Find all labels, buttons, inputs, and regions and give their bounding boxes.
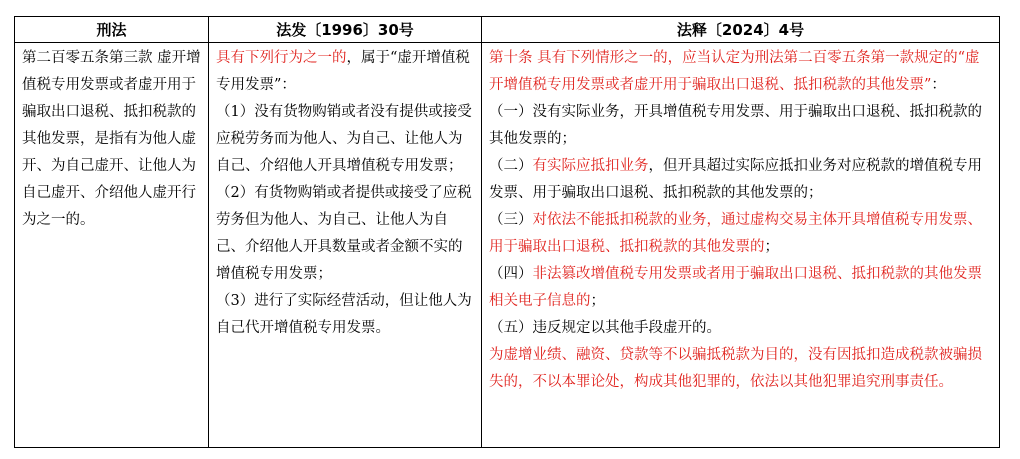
fafa-intro-highlight: 具有下列行为之一的 xyxy=(216,50,347,66)
fashi-item-2-prefix: （二） xyxy=(489,158,533,174)
fashi-item-4-highlight: 非法篡改增值税专用发票或者用于骗取出口退税、抵扣税款的其他发票相关电子信息的 xyxy=(489,266,982,309)
fafa-intro xyxy=(216,45,475,99)
fashi-item-3 xyxy=(489,207,993,261)
fafa-1996-cell xyxy=(209,43,482,448)
fashi-item-3-highlight: 对依法不能抵扣税款的业务，通过虚构交易主体开具增值税专用发票、用于骗取出口退税、抵扣税款的其他发票的 xyxy=(489,212,982,255)
fafa-intro-rest: ，属于“虚开增值税专用发票”： xyxy=(216,50,470,93)
fashi-item-1: （一）没有实际业务，开具增值税专用发票、用于骗取出口退税、抵扣税款的其他发票的； xyxy=(489,104,982,147)
content-row xyxy=(15,43,1000,448)
header-criminal-law: 刑法 xyxy=(15,17,209,43)
fashi-item-2-rest: ，但开具超过实际应抵扣业务对应税款的增值税专用发票、用于骗取出口退税、抵扣税款的其他发票的； xyxy=(489,158,982,201)
criminal-law-text: 第二百零五条第三款 虚开增值税专用发票或者虚开用于骗取出口退税、抵扣税款的其他发票，是指有为他人虚开、为自己虚开、让他人为自己虚开、介绍他人虚开行为之一的。 xyxy=(22,50,201,228)
criminal-law-cell xyxy=(15,43,209,448)
fashi-item-2 xyxy=(489,153,993,207)
fashi-2024-cell xyxy=(482,43,1000,448)
fashi-item-4-prefix: （四） xyxy=(489,266,533,282)
header-fafa-1996: 法发〔1996〕30号 xyxy=(209,17,482,43)
fashi-intro-highlight: 第十条 具有下列情形之一的，应当认定为刑法第二百零五条第一款规定的“虚开增值税专用发票或者虚开用于骗取出口退税、抵扣税款的其他发票” xyxy=(489,50,980,93)
fashi-item-4 xyxy=(489,261,993,315)
comparison-table xyxy=(14,16,1000,448)
fashi-item-3-end: ； xyxy=(764,239,779,255)
fashi-item-4-end: ； xyxy=(590,293,605,309)
fashi-item-5: （五）违反规定以其他手段虚开的。 xyxy=(489,320,721,336)
fashi-item-2-highlight: 有实际应抵扣业务 xyxy=(532,158,649,174)
fashi-intro xyxy=(489,45,993,99)
fashi-intro-colon: ： xyxy=(931,77,946,93)
header-row xyxy=(15,17,1000,43)
comparison-table-wrap xyxy=(14,16,1000,448)
header-fashi-2024: 法释〔2024〕4号 xyxy=(482,17,1000,43)
fashi-item-3-prefix: （三） xyxy=(489,212,533,228)
fafa-item-2: （2）有货物购销或者提供或接受了应税劳务但为他人、为自己、让他人为自己、介绍他人开具数量或者金额不实的增值税专用发票； xyxy=(216,185,472,282)
fashi-closing: 为虚增业绩、融资、贷款等不以骗抵税款为目的，没有因抵扣造成税款被骗损失的，不以本罪论处，构成其他犯罪的，依法以其他犯罪追究刑事责任。 xyxy=(489,347,982,390)
fafa-item-1: （1）没有货物购销或者没有提供或接受应税劳务而为他人、为自己、让他人为自己、介绍他人开具增值税专用发票； xyxy=(216,104,472,174)
fafa-item-3: （3）进行了实际经营活动，但让他人为自己代开增值税专用发票。 xyxy=(216,293,472,336)
